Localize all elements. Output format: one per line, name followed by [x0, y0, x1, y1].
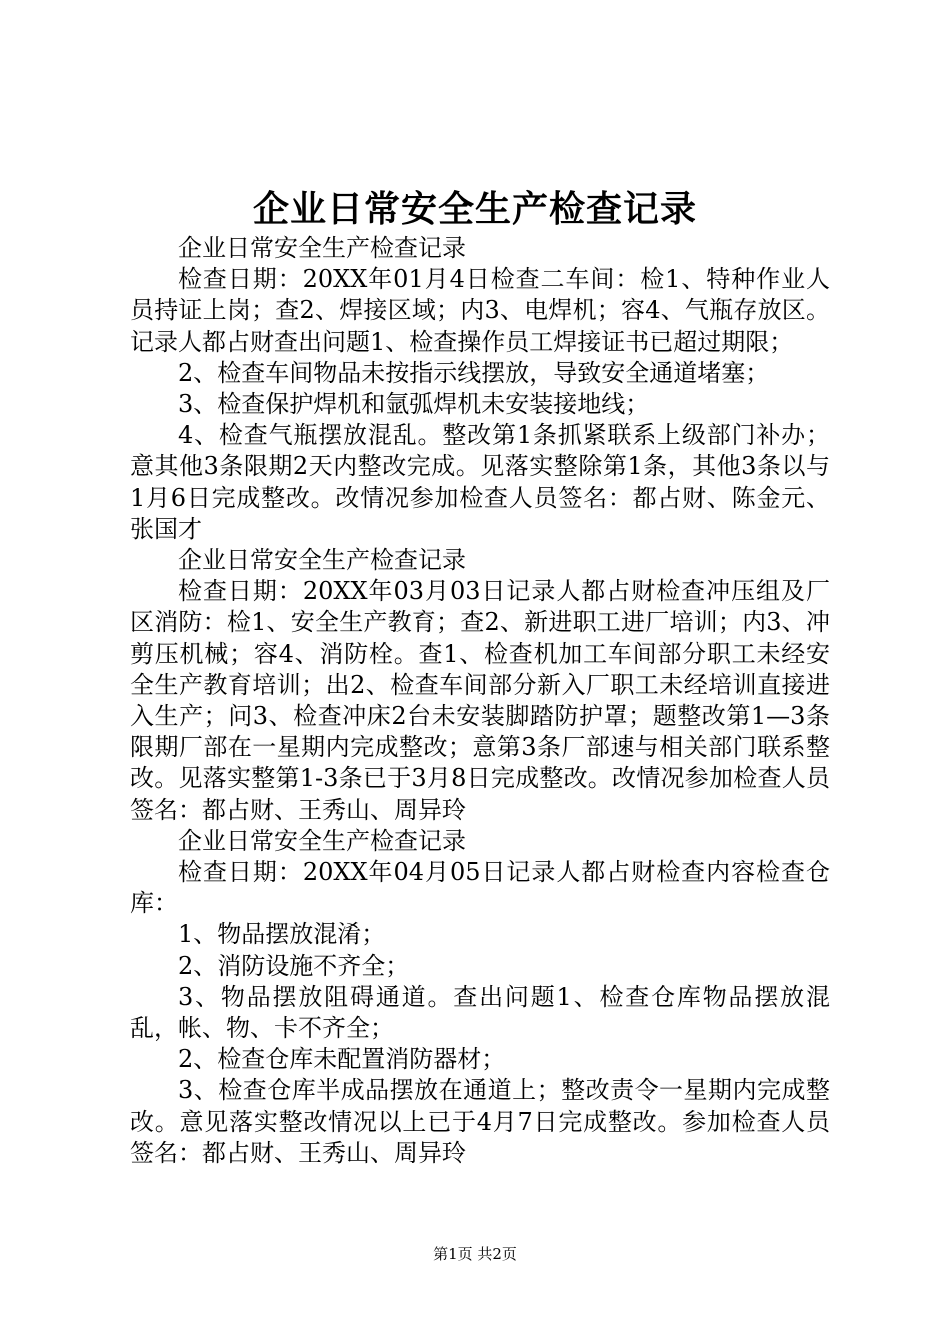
paragraph: 2、检查仓库未配置消防器材； [178, 1045, 506, 1074]
paragraph: 1、物品摆放混淆； [178, 920, 386, 949]
paragraph: 检查日期：20XX年04月05日记录人都占财检查内容检查仓库： [130, 858, 830, 918]
paragraph: 企业日常安全生产检查记录 [178, 234, 466, 262]
paragraph: 3、物品摆放阻碍通道。查出问题1、检查仓库物品摆放混乱，帐、物、卡不齐全； [130, 982, 830, 1043]
paragraph: 4、检查气瓶摆放混乱。整改第1条抓紧联系上级部门补办；意其他3条限期2天内整改完成。见落实整除第1条，其他3条以与1月6日完成整改。改情况参加检查人员签名：都占财、陈金元、张国才 [130, 421, 830, 543]
document-body [130, 233, 830, 1169]
paragraph: 3、检查仓库半成品摆放在通道上；整改责令一星期内完成整改。意见落实整改情况以上已于4月7日完成整改。参加检查人员签名：都占财、王秀山、周异玲 [130, 1076, 830, 1167]
paragraph: 企业日常安全生产检查记录 [178, 826, 466, 855]
page-footer: 第1页 共2页 [433, 1245, 517, 1263]
paragraph: 企业日常安全生产检查记录 [178, 546, 466, 575]
paragraph: 3、检查保护焊机和氩弧焊机未安装接地线； [178, 390, 650, 419]
paragraph: 2、检查车间物品未按指示线摆放，导致安全通道堵塞； [178, 358, 770, 387]
document-title: 企业日常安全生产检查记录 [252, 188, 697, 230]
paragraph: 2、消防设施不齐全； [178, 951, 410, 980]
paragraph: 检查日期：20XX年03月03日记录人都占财检查冲压组及厂区消防：检1、安全生产教育；查2、新进职工进厂培训；内3、冲剪压机械；容4、消防栓。查1、检查机加工车间部分职工未经安全生产教育培训；出2、检查车间部分新入厂职工未经培训直接进入生产；问3、检查冲床2台未安装脚踏防护罩；题整改第1—3条限期厂部在一星期内完成整改；意第3条厂部速与相关部门联系整改。见落实整第1-3条已于3月8日完成整改。改情况参加检查人员签名：都占财、王秀山、周异玲 [130, 577, 830, 824]
paragraph: 检查日期：20XX年01月4日检查二车间：检1、特种作业人员持证上岗；查2、焊接区域；内3、电焊机；容4、气瓶存放区。记录人都占财查出问题1、检查操作员工焊接证书已超过期限； [130, 265, 830, 356]
